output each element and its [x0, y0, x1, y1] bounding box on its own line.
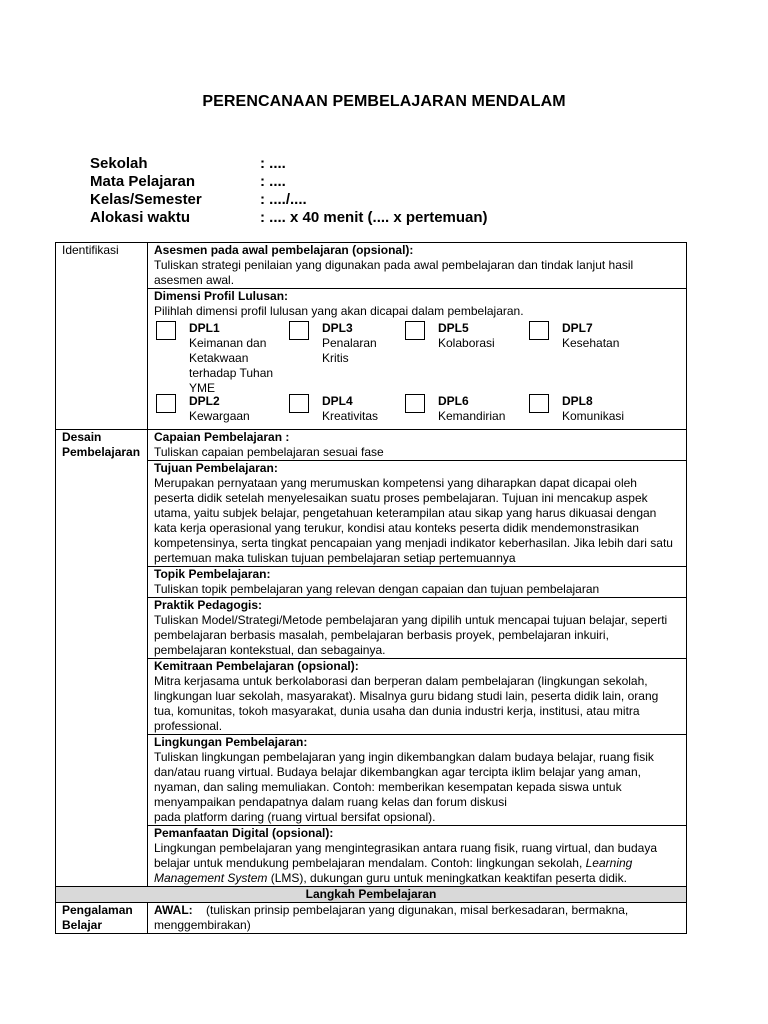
lingkungan-text: Tuliskan lingkungan pembelajaran yang ingin dikembangkan dalam budaya belajar, ruang fisik dan/atau ruang virtual. Budaya belajar dikembangkan agar tercipta iklim belajar yang aman, nyaman, dan saling memuliakan. Contoh: memberikan kesempatan kepada siswa untuk menyampaikan pendapatnya dalam ruang kelas dan forum diskusi [154, 750, 654, 809]
table-row [56, 598, 687, 659]
dpl-name: Kreativitas [322, 409, 379, 423]
praktik-text: Tuliskan Model/Strategi/Metode pembelajaran yang dipilih untuk mencapai tujuan belajar, seperti pembelajaran berbasis masalah, pembelajaran berbasis proyek, pembelajaran inkuiri, pembelajaran kontekstual, dan sebagainya. [154, 613, 668, 657]
table-row [56, 659, 687, 735]
table-row [56, 243, 687, 289]
dpl-code: DPL1 [189, 321, 220, 335]
tujuan-text: Merupakan pernyataan yang merumuskan kompetensi yang diharapkan dapat dicapai oleh peserta didik setelah menyelesaikan suatu proses pembelajaran. Tujuan ini mencakup aspek utama, yaitu subjek belajar, pengetahuan keterampilan atau sikap yang harus dikuasai dengan kata kerja operasional yang terukur, kondisi atau konteks peserta didik mendemonstrasikan kompetensinya, serta tingkat pencapaian yang menjadi indikator keberhasilan. Jika lebih dari satu pertemuan maka tuliskan tujuan pembelajaran setiap pertemuannya [154, 476, 673, 565]
langkah-header: Langkah Pembelajaran [56, 887, 687, 903]
info-value: : .... x 40 menit (.... x pertemuan) [260, 209, 488, 226]
dpl-code: DPL3 [322, 321, 353, 335]
info-block [90, 155, 488, 227]
lingkungan-title: Lingkungan Pembelajaran: [154, 735, 308, 749]
asesmen-cell [148, 243, 687, 289]
info-value: : .... [260, 155, 286, 172]
capaian-text: Tuliskan capaian pembelajaran sesuai fase [154, 445, 384, 459]
dpl-code: DPL6 [438, 394, 469, 408]
info-value: : ..../.... [260, 191, 307, 208]
info-label: Kelas/Semester [90, 191, 202, 208]
table-row [56, 461, 687, 567]
digital-text-italic: Learning Management System [154, 856, 633, 885]
digital-cell [148, 826, 687, 887]
awal-title: AWAL: [154, 903, 193, 917]
table-row [56, 903, 687, 934]
pengalaman-label: Pengalaman Belajar [56, 903, 148, 934]
dpl-code: DPL2 [189, 394, 220, 408]
dpl-name: Keimanan dan Ketakwaan terhadap Tuhan YME [189, 336, 274, 395]
lingkungan-text-2: pada platform daring (ruang virtual bersifat opsional). [154, 810, 436, 824]
dpl-code: DPL5 [438, 321, 469, 335]
dimensi-text: Pilihlah dimensi profil lulusan yang akan dicapai dalam pembelajaran. [154, 304, 524, 318]
plan-table [55, 242, 687, 934]
info-value: : .... [260, 173, 286, 190]
info-label: Mata Pelajaran [90, 173, 196, 190]
table-row [56, 735, 687, 826]
info-row-alokasi-waktu [90, 209, 488, 227]
asesmen-title: Asesmen pada awal pembelajaran (opsional): [154, 243, 414, 257]
kemitraan-cell [148, 659, 687, 735]
table-row [56, 567, 687, 598]
checkbox[interactable] [156, 394, 176, 413]
checkbox[interactable] [289, 394, 309, 413]
dpl-name: Komunikasi [562, 409, 625, 423]
topik-title: Topik Pembelajaran: [154, 567, 271, 581]
checkbox[interactable] [289, 321, 309, 340]
checkbox[interactable] [529, 321, 549, 340]
checkbox[interactable] [405, 394, 425, 413]
topik-text: Tuliskan topik pembelajaran yang relevan dengan capaian dan tujuan pembelajaran [154, 582, 600, 596]
digital-text-b: (LMS), dukungan guru untuk meningkatkan keaktifan peserta didik. [267, 871, 627, 885]
dpl-grid [154, 319, 680, 429]
awal-cell [148, 903, 687, 934]
dpl-code: DPL4 [322, 394, 353, 408]
table-row [56, 826, 687, 887]
identifikasi-label: Identifikasi [56, 243, 148, 430]
dpl-name: Penalaran Kritis [322, 336, 377, 365]
dimensi-cell [148, 289, 687, 430]
checkbox[interactable] [529, 394, 549, 413]
praktik-cell [148, 598, 687, 659]
awal-text: (tuliskan prinsip pembelajaran yang digunakan, misal berkesadaran, bermakna, menggembirakan) [154, 903, 632, 932]
praktik-title: Praktik Pedagogis: [154, 598, 263, 612]
capaian-title: Capaian Pembelajaran : [154, 430, 290, 444]
dpl-name: Kemandirian [438, 409, 506, 423]
kemitraan-title: Kemitraan Pembelajaran (opsional): [154, 659, 359, 673]
tujuan-cell [148, 461, 687, 567]
asesmen-text: Tuliskan strategi penilaian yang digunakan pada awal pembelajaran dan tindak lanjut hasil asesmen awal. [154, 258, 634, 287]
kemitraan-text: Mitra kerjasama untuk berkolaborasi dan berperan dalam pembelajaran (lingkungan sekolah, lingkungan luar sekolah, masyarakat). Misalnya guru bidang studi lain, peserta didik lain, orang tua, komunitas, tokoh masyarakat, dunia usaha dan dunia industri kerja, institusi, atau mitra professional. [154, 674, 659, 733]
page-title: PERENCANAAN PEMBELAJARAN MENDALAM [202, 93, 566, 110]
table-row [56, 289, 687, 430]
lingkungan-cell [148, 735, 687, 826]
dimensi-title: Dimensi Profil Lulusan: [154, 289, 289, 303]
table-row [56, 887, 687, 903]
topik-cell [148, 567, 687, 598]
checkbox[interactable] [405, 321, 425, 340]
checkbox[interactable] [156, 321, 176, 340]
dpl-code: DPL8 [562, 394, 593, 408]
tujuan-title: Tujuan Pembelajaran: [154, 461, 278, 475]
dpl-name: Kewargaan [189, 409, 250, 423]
digital-text-a: Lingkungan pembelajaran yang mengintegrasikan antara ruang fisik, ruang virtual, dan budaya belajar untuk mendukung pembelajaran mendalam. Contoh: lingkungan sekolah, [154, 841, 657, 870]
info-label: Alokasi waktu [90, 209, 191, 226]
digital-text [154, 841, 680, 886]
dpl-name: Kesehatan [562, 336, 620, 350]
info-label: Sekolah [90, 155, 148, 172]
info-row-sekolah [90, 155, 488, 173]
capaian-cell [148, 430, 687, 461]
desain-label: Desain Pembelajaran [56, 430, 148, 887]
digital-title: Pemanfaatan Digital (opsional): [154, 826, 334, 840]
info-row-mata-pelajaran [90, 173, 488, 191]
dpl-code: DPL7 [562, 321, 593, 335]
info-row-kelas-semester [90, 191, 488, 209]
dpl-name: Kolaborasi [438, 336, 495, 350]
table-row [56, 430, 687, 461]
